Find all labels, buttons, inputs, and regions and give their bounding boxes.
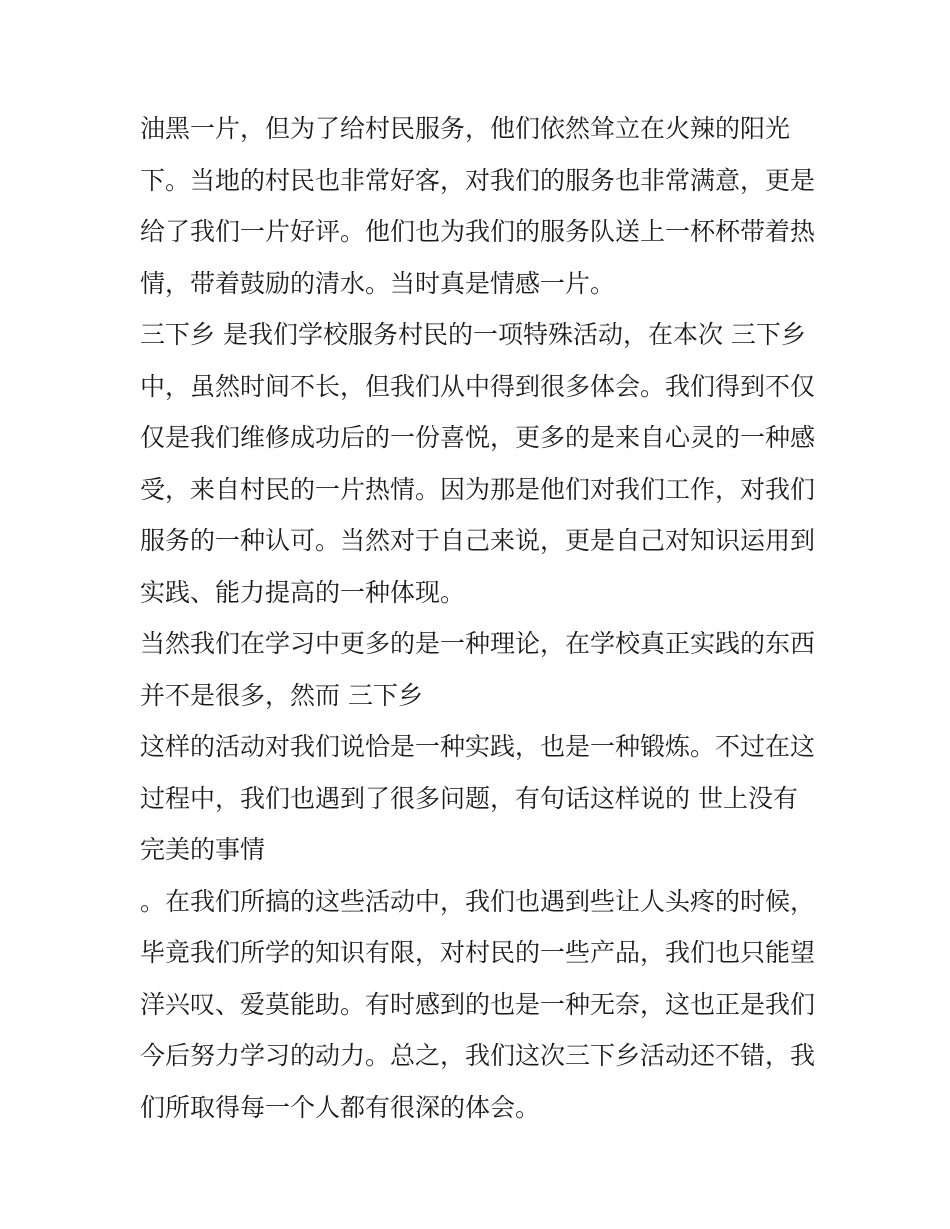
text-line-19: 今后努力学习的动力。总之，我们这次三下乡活动还不错，我 bbox=[140, 1041, 816, 1070]
text-line-13: 这样的活动对我们说恰是一种实践，也是一种锻炼。不过在这 bbox=[140, 732, 816, 761]
text-line-14: 过程中，我们也遇到了很多问题，有句话这样说的 世上没有 bbox=[140, 783, 798, 813]
text-line-4: 情，带着鼓励的清水。当时真是情感一片。 bbox=[140, 268, 616, 298]
text-line-16: 。在我们所搞的这些活动中，我们也遇到些让人头疼的时候， bbox=[140, 886, 816, 916]
text-line-8: 受，来自村民的一片热情。因为那是他们对我们工作，对我们 bbox=[140, 474, 816, 504]
text-line-10: 实践、能力提高的一种体现。 bbox=[140, 577, 466, 607]
document-body bbox=[140, 103, 820, 1133]
text-line-2: 下。当地的村民也非常好客，对我们的服务也非常满意，更是 bbox=[140, 165, 816, 195]
text-line-11: 当然我们在学习中更多的是一种理论，在学校真正实践的东西 bbox=[140, 629, 816, 658]
text-line-6: 中，虽然时间不长，但我们从中得到很多体会。我们得到不仅 bbox=[140, 371, 816, 401]
text-line-17: 毕竟我们所学的知识有限，对村民的一些产品，我们也只能望 bbox=[140, 938, 816, 967]
text-line-20: 们所取得每一个人都有很深的体会。 bbox=[140, 1092, 541, 1122]
text-line-9: 服务的一种认可。当然对于自己来说，更是自己对知识运用到 bbox=[140, 526, 816, 555]
text-line-15: 完美的事情 bbox=[140, 835, 266, 864]
text-line-5: 三下乡 是我们学校服务村民的一项特殊活动，在本次 三下乡 bbox=[140, 320, 806, 349]
text-line-12: 并不是很多，然而 三下乡 bbox=[140, 680, 423, 710]
text-line-7: 仅是我们维修成功后的一份喜悦，更多的是来自心灵的一种感 bbox=[140, 423, 816, 452]
text-line-18: 洋兴叹、爱莫能助。有时感到的也是一种无奈，这也正是我们 bbox=[140, 989, 816, 1019]
text-line-1: 油黑一片，但为了给村民服务，他们依然耸立在火辣的阳光 bbox=[140, 114, 791, 143]
text-line-3: 给了我们一片好评。他们也为我们的服务队送上一杯杯带着热 bbox=[140, 217, 816, 246]
